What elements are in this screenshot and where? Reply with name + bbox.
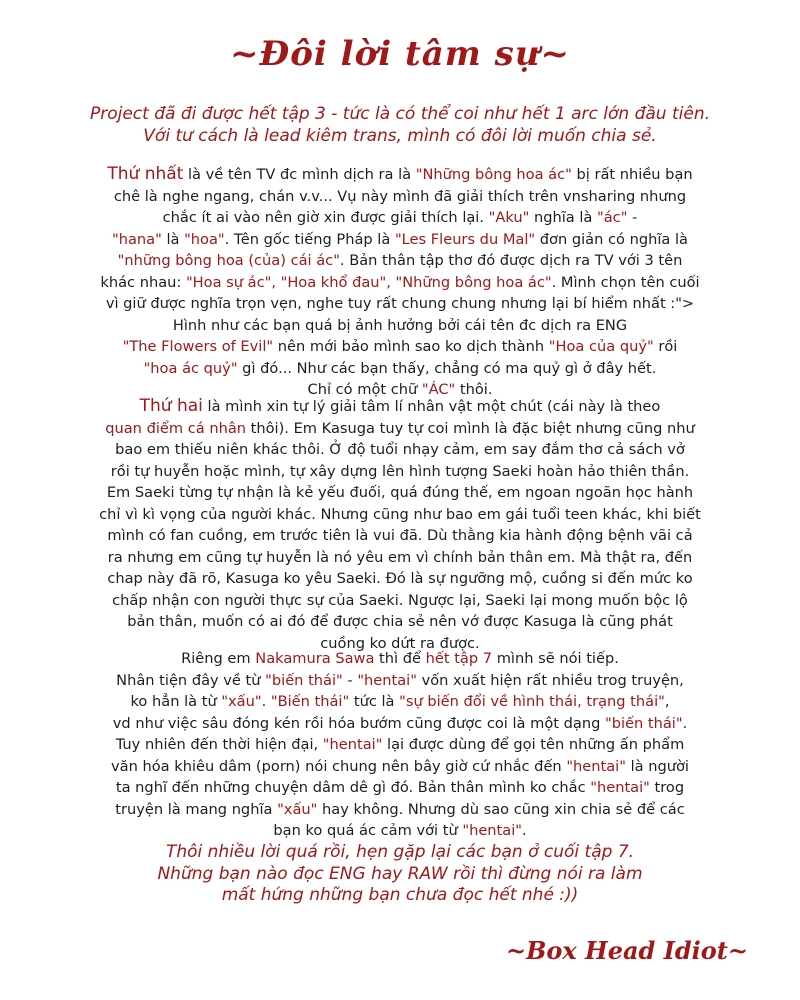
text-line [60, 713, 740, 735]
highlight-span: "Hoa sự ác", "Hoa khổ đau", "Những bông hoa ác" [185, 273, 552, 291]
text-line: bao em thiếu niên khác thôi. Ở độ tuổi nhạy cảm, em say đắm thơ cả sách vở [115, 441, 685, 458]
text-span: . Mình chọn tên cuối [551, 273, 700, 291]
text-line [60, 250, 740, 272]
text-line: vì giữ được nghĩa trọn vẹn, nghe tuy rất chung chung nhưng lại bí hiểm nhất :"> [105, 295, 695, 312]
highlight-span: "xấu" [277, 800, 318, 818]
text-span: ko hẳn là từ [130, 693, 222, 710]
text-span: vốn xuất hiện rất nhiều trog truyện, [416, 671, 684, 689]
text-line [60, 648, 740, 670]
highlight-span: "hentai" [566, 757, 626, 775]
highlight-span: "xấu" [221, 693, 262, 710]
page-title: ~Đôi lời tâm sự~ [230, 34, 570, 74]
text-line [60, 418, 740, 440]
text-line: ra nhưng em cũng tự huyễn là nó yêu em vì chính bản thân em. Mà thật ra, đến [107, 548, 693, 566]
highlight-span: "The Flowers of Evil" [122, 338, 274, 355]
text-span: khác nhau: [100, 273, 186, 291]
text-line [60, 336, 740, 358]
text-line [60, 396, 740, 418]
highlight-span: "hoa" [184, 230, 225, 248]
highlight-span: "hentai" [590, 779, 650, 796]
text-span: là [161, 230, 185, 248]
highlight-span: "những bông hoa (của) cái ác" [117, 252, 340, 269]
text-line: chỉ vì kì vọng của người khác. Nhưng cũng như bao em gái tuổi teen khác, khi biết [99, 505, 701, 523]
text-line: rồi tự huyễn hoặc mình, tự xây dựng lên hình tượng Saeki hoàn hảo thiên thần. [110, 462, 690, 480]
closing-line: mất hứng những bạn chưa đọc hết nhé :)) [221, 885, 579, 905]
text-span: - [342, 671, 358, 689]
highlight-span: "hentai" [462, 822, 522, 839]
text-line: bản thân, muốn có ai đó để được chia sẻ nên vớ được Kasuga là cũng phát [127, 613, 673, 630]
text-span: nghĩa là [529, 209, 598, 226]
highlight-span: quan điểm cá nhân [105, 419, 247, 437]
text-line [60, 229, 740, 251]
text-line [60, 734, 740, 756]
intro-line: Với tư cách là lead kiêm trans, mình có đôi lời muốn chia sẻ. [143, 125, 657, 146]
text-span: là về tên TV đc mình dịch ra là [183, 166, 416, 183]
text-span: Riêng em [181, 650, 256, 667]
text-line [60, 777, 740, 799]
text-span: truyện là mang nghĩa [115, 800, 278, 818]
text-line [60, 207, 740, 229]
text-span: . Bản thân tập thơ đó được dịch ra TV với 3 tên [339, 252, 683, 269]
highlight-span: "Hoa của quỷ" [548, 338, 654, 355]
text-span: thôi. [455, 381, 493, 398]
text-span: lại được dùng để gọi tên những ấn phẩm [382, 736, 685, 753]
text-line [60, 799, 740, 821]
text-span: tức là [349, 693, 400, 710]
text-line [60, 756, 740, 778]
highlight-span: "sự biến đổi về hình thái, trạng thái" [399, 693, 665, 710]
text-span: mình sẽ nói tiếp. [492, 650, 619, 667]
section-label-first: Thứ nhất [107, 164, 184, 184]
text-span: đơn giản có nghĩa là [535, 230, 688, 248]
text-line: cuồng ko dứt ra được. [320, 634, 480, 652]
highlight-span: "ác" [597, 209, 628, 226]
highlight-span: hết tập 7 [425, 650, 493, 667]
text-span: bị rất nhiều bạn [571, 166, 693, 183]
highlight-span: "ÁC" [421, 381, 456, 398]
text-span: . Tên gốc tiếng Pháp là [224, 230, 395, 248]
closing-line: Những bạn nào đọc ENG hay RAW rồi thì đừng nói ra làm [157, 863, 643, 884]
closing-paragraph [60, 842, 740, 907]
text-span: nên mới bảo mình sao ko dịch thành [273, 338, 549, 355]
highlight-span: "biến thái" [604, 714, 683, 732]
text-line: Em Saeki từng tự nhận là kẻ yếu đuối, quá đúng thế, em ngoan ngoãn học hành [106, 484, 694, 501]
text-span: Chỉ có một chữ [307, 381, 422, 398]
text-span: là người [625, 757, 689, 775]
text-line: chấp nhận con người thực sự của Saeki. Ngược lại, Saeki lại mong muốn bộc lộ [112, 591, 688, 609]
text-span: chắc ít ai vào nên giờ xin được giải thích lại. [162, 209, 485, 226]
third-paragraph [60, 648, 740, 842]
text-span: rồi [653, 338, 678, 355]
highlight-span: "hentai" [322, 736, 383, 753]
text-span: hay không. Nhưng dù sao cũng xin chia sẻ để các [317, 800, 685, 818]
signature: ~Box Head Idiot~ [505, 936, 748, 965]
text-span: thì để [374, 650, 426, 667]
highlight-span: "hana" [112, 230, 162, 248]
text-span: . [521, 822, 527, 839]
text-span: , [664, 693, 670, 710]
section-label-second: Thứ hai [139, 396, 203, 416]
text-span: thôi). Em Kasuga tuy tự coi mình là đặc biệt nhưng cũng như [246, 419, 695, 437]
text-span: Tuy nhiên đến thời hiện đại, [115, 736, 323, 753]
highlight-span: "Aku" [484, 209, 530, 226]
text-line [60, 820, 740, 842]
text-span: Nhân tiện đây về từ [116, 671, 266, 689]
closing-line: Thôi nhiều lời quá rồi, hẹn gặp lại các bạn ở cuối tập 7. [165, 842, 635, 862]
text-span: văn hóa khiêu dâm (porn) nói chung nên bây giờ cứ nhắc đến [111, 757, 567, 775]
text-line [60, 358, 740, 380]
text-line: mình có fan cuồng, em trước tiên là vui đã. Dù thằng kia hành động bệnh vãi cả [107, 527, 693, 544]
highlight-span: "hentai" [357, 671, 417, 689]
text-span: gì đó... Như các bạn thấy, chẳng có ma quỷ gì ở đây hết. [237, 359, 657, 377]
text-span: . [682, 714, 688, 732]
highlight-span: "biến thái" [265, 671, 343, 689]
highlight-span: "Những bông hoa ác" [415, 166, 572, 183]
text-line [60, 670, 740, 692]
highlight-span: "Biến thái" [270, 693, 350, 710]
intro-line: Project đã đi được hết tập 3 - tức là có thể coi như hết 1 arc lớn đầu tiên. [89, 104, 710, 124]
highlight-span: "hoa ác quỷ" [143, 359, 238, 377]
first-paragraph [60, 164, 740, 401]
text-span: trog [649, 779, 685, 796]
text-line [60, 272, 740, 294]
text-span: ta nghĩ đến những chuyện dâm dê gì đó. Bản thân mình ko chắc [115, 779, 591, 796]
text-span: . [261, 693, 271, 710]
highlight-span: "Les Fleurs du Mal" [394, 230, 536, 248]
text-span: - [627, 209, 638, 226]
text-span: vd như việc sâu đóng kén rồi hóa bướm cũng được coi là một dạng [112, 714, 605, 732]
text-line [60, 691, 740, 713]
highlight-span: Nakamura Sawa [255, 650, 375, 667]
intro-paragraph [60, 104, 740, 147]
text-line [60, 164, 740, 186]
text-line: chap này đã rõ, Kasuga ko yêu Saeki. Đó là sự ngưỡng mộ, cuồng si đến mức ko [107, 570, 693, 587]
second-paragraph [60, 396, 740, 654]
text-span: là mình xin tự lý giải tâm lí nhân vật một chút (cái này là theo [202, 398, 661, 415]
text-span: bạn ko quá ác cảm với từ [273, 822, 463, 839]
text-line: chê là nghe ngang, chán v.v... Vụ này mình đã giải thích trên vnsharing nhưng [113, 187, 687, 205]
text-line: Hình như các bạn quá bị ảnh hưởng bởi cái tên đc dịch ra ENG [172, 316, 628, 334]
